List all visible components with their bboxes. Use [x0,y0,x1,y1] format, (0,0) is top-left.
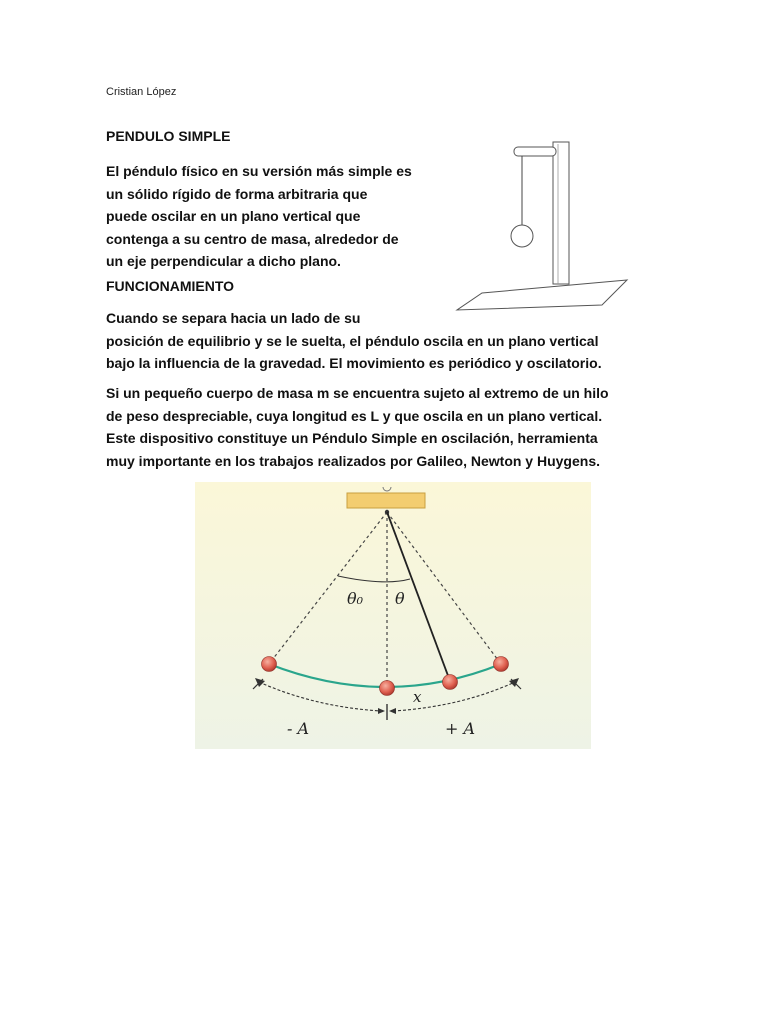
displacement-x-label: x [413,688,422,706]
section-heading-funcionamiento: FUNCIONAMIENTO [106,278,235,294]
text-line: un sólido rígido de forma arbitraria que [106,185,368,202]
pendulum-stand-illustration [452,130,632,325]
bob-current [443,675,458,690]
text-line: bajo la influencia de la gravedad. El movimiento es periódico y oscilatorio. [106,355,602,371]
plus-a-label: + A [445,719,476,738]
text-line: posición de equilibrio y se le suelta, el péndulo oscila en un plano vertical [106,332,599,349]
text-line: Si un pequeño cuerpo de masa m se encuentra sujeto al extremo de un hilo [106,385,609,401]
minus-a-label: - A [287,719,310,738]
text-line: Este dispositivo constituye un Péndulo Simple en oscilación, herramienta [106,430,598,446]
text-line: muy importante en los trabajos realizados por Galileo, Newton y Huygens. [106,452,600,469]
text-line: El péndulo físico en su versión más simple es [106,163,412,179]
bob-right-extreme [494,657,509,672]
text-line: un eje perpendicular a dicho plano. [106,253,341,269]
theta-label: θ [395,589,405,608]
pendulum-oscillation-diagram [195,482,591,749]
text-line: Cuando se separa hacia un lado de su [106,310,361,326]
paragraph-definition [106,160,446,273]
text-line: puede oscilar en un plano vertical que [106,208,361,224]
text-line: de peso despreciable, cuya longitud es L y que oscila en un plano vertical. [106,407,603,424]
section-heading-pendulo-simple: PENDULO SIMPLE [106,128,231,144]
bob-left-extreme [262,657,277,672]
support-block [347,493,425,508]
paragraph-funcionamiento [106,307,666,375]
paragraph-pendulo-simple [106,382,666,472]
diagram-background [195,482,591,749]
theta0-label: θ₀ [347,589,364,608]
author-name: Cristian López [106,86,177,98]
bob-equilibrium [380,681,395,696]
text-line: contenga a su centro de masa, alrededor de [106,230,399,247]
